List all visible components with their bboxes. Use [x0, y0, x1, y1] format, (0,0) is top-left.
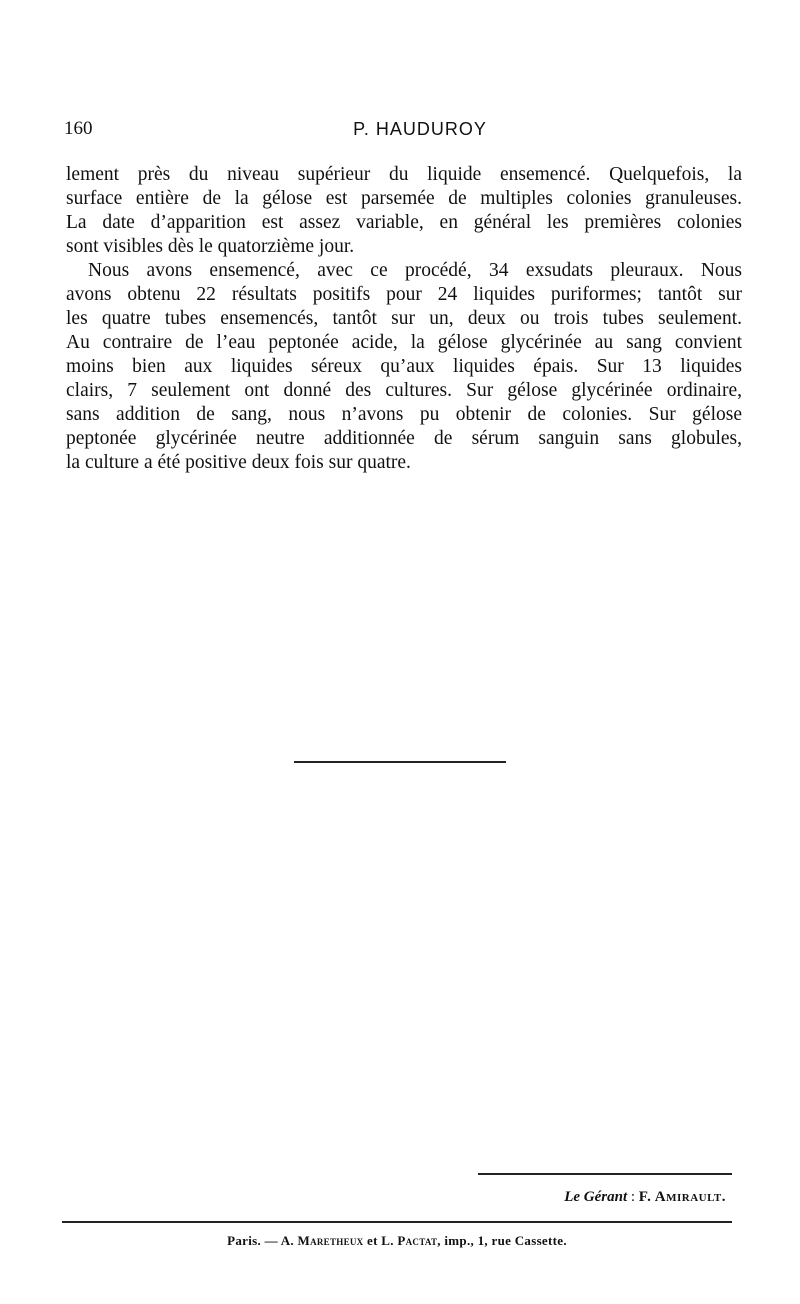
text-line: Nous avons ensemencé, avec ce procédé, 34 exsudats pleuraux. Nous — [88, 260, 742, 281]
text-line: Au contraire de l’eau peptonée acide, la gélose glycérinée au sang convient — [66, 332, 742, 353]
imprint-address: , imp., 1, rue Cassette. — [437, 1233, 567, 1248]
signature — [480, 1189, 726, 1206]
running-head: P. HAUDUROY — [353, 119, 487, 139]
text-line: sont visibles dès le quatorzième jour. — [66, 236, 355, 257]
signature-name: F. Amirault. — [638, 1189, 726, 1205]
section-divider — [294, 761, 506, 763]
text-line: moins bien aux liquides séreux qu’aux liquides épais. Sur 13 liquides — [66, 356, 742, 377]
body-text — [66, 163, 742, 475]
signature-separator: : — [627, 1189, 639, 1205]
page-number: 160 — [64, 118, 93, 139]
footer-divider — [62, 1221, 732, 1223]
text-line: la culture a été positive deux fois sur quatre. — [66, 452, 411, 473]
imprint-connector: et L. — [363, 1233, 398, 1248]
text-line: surface entière de la gélose est parsemée de multiples colonies granuleuses. — [66, 188, 742, 209]
signature-role: Le Gérant — [564, 1189, 628, 1205]
imprint-city: Paris. — A. — [227, 1233, 298, 1248]
text-line: les quatre tubes ensemencés, tantôt sur un, deux ou trois tubes seulement. — [66, 308, 742, 329]
printer-imprint — [62, 1233, 732, 1249]
text-line: peptonée glycérinée neutre additionnée de sérum sanguin sans globules, — [66, 428, 742, 449]
text-line: avons obtenu 22 résultats positifs pour 24 liquides puriformes; tantôt sur — [66, 284, 742, 305]
text-line: lement près du niveau supérieur du liquide ensemencé. Quelquefois, la — [66, 164, 742, 185]
text-line: clairs, 7 seulement ont donné des cultures. Sur gélose glycérinée ordinaire, — [66, 380, 742, 401]
imprint-printer-2: Pactat — [397, 1233, 438, 1248]
text-line: sans addition de sang, nous n’avons pu obtenir de colonies. Sur gélose — [66, 404, 742, 425]
text-line: La date d’apparition est assez variable, en général les premières colonies — [66, 212, 742, 233]
imprint-printer-1: Maretheux — [297, 1233, 364, 1248]
signature-divider — [478, 1173, 732, 1175]
